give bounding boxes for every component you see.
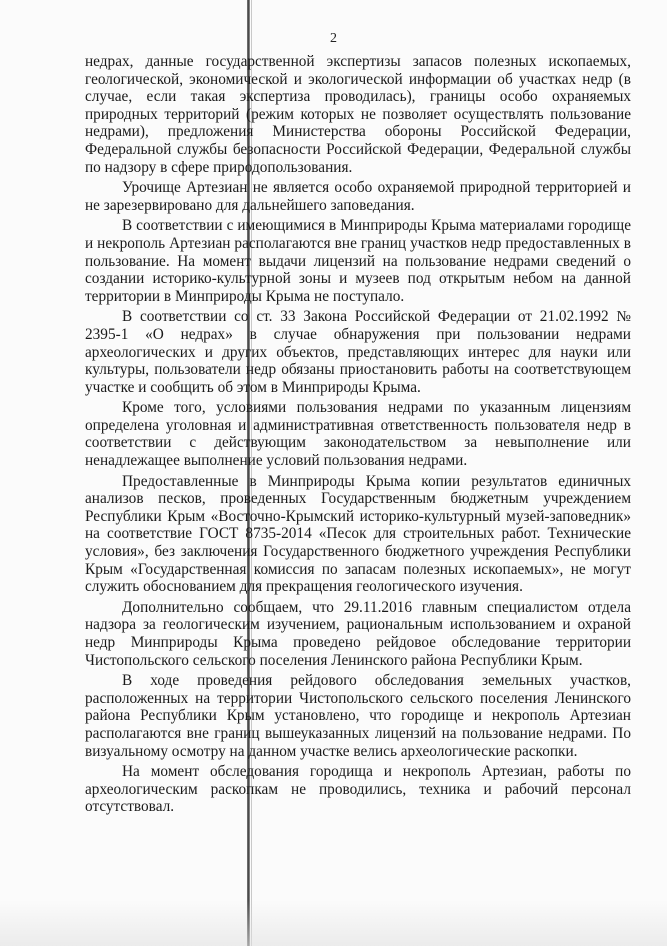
paragraph: В соответствии с имеющимися в Минприроды Крыма материалами городище и некрополь Артезиан располагаются вне границ участков недр предоставленных в пользование. На момент выдачи лицензий на пользование недрами сведений о создании историко-культурной зоны и музеев под открытым небом на данной территории в Минприроды Крыма не поступало. [85, 217, 631, 305]
paragraph: Урочище Артезиан не является особо охраняемой природной территорией и не зарезервировано для дальнейшего заповедания. [85, 179, 631, 214]
paragraph: Кроме того, условиями пользования недрами по указанным лицензиям определена уголовная и административная ответственность пользователя недр в соответствии с действующим законодательством за невыполнение или ненадлежащее выполнение условий пользования недрами. [85, 399, 631, 470]
page-number: 2 [330, 31, 337, 46]
scan-bottom-shading [0, 900, 667, 946]
paragraph: Предоставленные в Минприроды Крыма копии результатов единичных анализов песков, проведенных Государственным бюджетным учреждением Республики Крым «Восточно-Крымский историко-культурный музей-заповедник» на соответствие ГОСТ 8735-2014 «Песок для строительных работ. Технические условия», без заключения Государственного бюджетного учреждения Республики Крым «Государственная комиссия по запасам полезных ископаемых», не могут служить обоснованием для прекращения геологического изучения. [85, 472, 631, 596]
paragraph: Дополнительно сообщаем, что 29.11.2016 главным специалистом отдела надзора за геологическим изучением, рациональным использованием и охраной недр Минприроды Крыма проведено рейдовое обследование территории Чистопольского сельского поселения Ленинского района Республики Крым. [85, 598, 631, 669]
paragraph: В соответствии со ст. 33 Закона Российской Федерации от 21.02.1992 № 2395-1 «О недрах» в случае обнаружения при пользовании недрами археологических и других объектов, представляющих интерес для науки или культуры, пользователи недр обязаны приостановить работы на соответствующем участке и сообщить об этом в Минприроды Крыма. [85, 308, 631, 396]
document-body [85, 53, 631, 816]
paragraph: На момент обследования городища и некрополь Артезиан, работы по археологическим раскопкам не проводились, техника и рабочий персонал отсутствовал. [85, 763, 631, 816]
paragraph: В ходе проведения рейдового обследования земельных участков, расположенных на территории Чистопольского сельского поселения Ленинского района Республики Крым установлено, что городище и некрополь Артезиан располагаются вне границ вышеуказанных лицензий на пользование недрами. По визуальному осмотру на данном участке велись археологические раскопки. [85, 672, 631, 760]
paragraph-continuation: недрах, данные государственной экспертизы запасов полезных ископаемых, геологической, экономической и экологической информации об участках недр (в случае, если такая экспертиза проводилась), границы особо охраняемых природных территорий (режим которых не позволяет осуществлять пользование недрами), предложения Министерства обороны Российской Федерации, Федеральной службы безопасности Российской Федерации, Федеральной службы по надзору в сфере природопользования. [85, 53, 631, 176]
